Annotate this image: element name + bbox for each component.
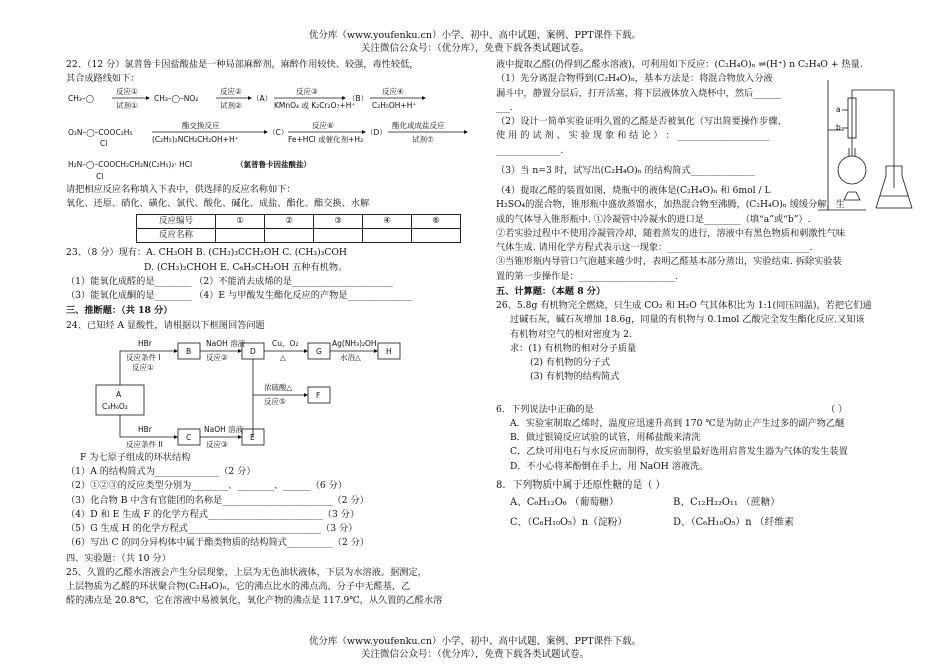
label-water-bath: 水浴△ bbox=[340, 352, 361, 362]
route1-a-bot: 试剂① bbox=[116, 100, 138, 110]
label-react-1: 反应① bbox=[132, 362, 154, 372]
route2-D: （D） bbox=[366, 127, 387, 137]
box-b-label: B bbox=[186, 346, 192, 356]
q26-line-c: 有机物对空气的相对密度为 2. bbox=[510, 328, 632, 340]
q8-option-d: D、（C₆H₁₀O₅）n （纤维素 bbox=[673, 516, 794, 528]
page-header bbox=[0, 30, 950, 56]
q24-sub-1: （1）A 的结构简式为______________（2 分） bbox=[66, 466, 256, 478]
q23-line-3: （1）能氧化成醛的是________ （2）不能消去成烯的是______________________ bbox=[66, 275, 393, 287]
route2-start: O₂N–◯–COOC₂H₅ bbox=[68, 127, 133, 137]
route2-a-top: 酯交换反应 bbox=[182, 120, 220, 130]
burner bbox=[844, 192, 860, 200]
q25-sub-3a: （3）当 n=3 时，试写出(C₂H₄O)ₙ 的结构简式______________ bbox=[496, 164, 755, 176]
q25-reaction-line: 液中提取乙醛(仍得到乙醛水溶液)，可利用如下反应：(C₂H₄O)ₙ ⇌(H⁺) n C₂H₄O + 热量. bbox=[496, 59, 863, 70]
q8-options-row-1 bbox=[510, 493, 910, 513]
section-5-title: 五、计算题：（本题 8 分） bbox=[496, 285, 606, 297]
q22-options: 氧化、还原、硝化、磺化、氯代、酸化、碱化、成盐、酯化、酯交换、水解 bbox=[66, 197, 370, 209]
right-column bbox=[496, 58, 910, 532]
q8-option-a: A、C₆H₁₂O₆ （葡萄糖） bbox=[510, 497, 619, 509]
box-h-label: H bbox=[386, 346, 392, 356]
table-cell: ③ bbox=[314, 215, 363, 229]
route1-arrowhead-1 bbox=[146, 96, 150, 100]
route2-b-bot: Fe+HCl 或催化剂+H₂ bbox=[288, 134, 364, 144]
box-d-label: D bbox=[250, 346, 256, 356]
box-c-label: C bbox=[186, 432, 192, 442]
footer-line-1: 优分库（www.youfenku.cn）小学、初中、高中试题、案例、PPT课件下载。 bbox=[308, 636, 642, 647]
table-head-name: 反应名称 bbox=[137, 229, 216, 243]
left-column bbox=[66, 58, 470, 609]
section-4-title: 四、实验题：（共 10 分） bbox=[66, 552, 171, 564]
header-line-2: 关注微信公众号：（优分库），免费下载各类试题试卷。 bbox=[360, 42, 589, 54]
label-react-5: 反应⑤ bbox=[264, 396, 286, 406]
label-cond-2: 反应条件 II bbox=[126, 439, 163, 449]
label-react-2: 反应② bbox=[206, 352, 228, 362]
q25-sub-2b: 使 用 的 试 剂 、 实 验 现 象 和 结 论 ） ： ____________________ bbox=[496, 130, 770, 142]
route2-a-bot: (C₂H₅)₂NCH₂CH₂OH+H⁺ bbox=[152, 134, 239, 144]
route2-b-top: 反应⑥ bbox=[312, 120, 334, 130]
q22-ask: 请把相应反应名称填入下表中，供选择的反应名称如下： bbox=[66, 183, 296, 195]
label-conc-h2so4: 浓硫酸△ bbox=[264, 382, 293, 392]
q24-flow-diagram bbox=[66, 333, 470, 451]
q6-option-d: D．不小心将苯酚倒在手上，用 NaOH 溶液洗。 bbox=[510, 460, 709, 472]
q26-line-e: (2) 有机物的分子式 bbox=[530, 357, 611, 368]
arrowhead-c-e bbox=[238, 435, 242, 439]
box-a-label: A bbox=[116, 389, 122, 399]
q25-line-1: 25、久置的乙醛水溶液会产生分层现象，上层为无色油状液体，下层为水溶液。据测定， bbox=[66, 566, 427, 578]
table-head-number: 反应编号 bbox=[137, 215, 216, 229]
q24-f-description: F 为七原子组成的环状结构 bbox=[80, 451, 191, 463]
q24-sub-5: （5）G 生成 H 的化学方程式_____________________________（3 分） bbox=[66, 523, 358, 535]
box-f-label: F bbox=[316, 390, 321, 400]
q26-line-a: 26、5.8g 有机物完全燃烧，只生成 CO₂ 和 H₂O 气其体积比为 1:1(同压同温)，若把它们通 bbox=[496, 300, 872, 311]
q25-sub-4e: 气体生成. 请用化学方程式表示这一现象：_______________________________. bbox=[496, 242, 813, 253]
table-answer-cell[interactable] bbox=[314, 229, 363, 243]
table-answer-cell[interactable] bbox=[412, 229, 461, 243]
q25-sub-4c: 成的气体导入锥形瓶中. ①冷凝管中冷凝水的进口是________（填“a”或“b”）. bbox=[496, 213, 811, 225]
label-naoh-2: NaOH 溶液 bbox=[204, 424, 244, 434]
q24-sub-6: （6）写出 C 的同分异构体中属于酯类物质的结构简式__________（2 分） bbox=[66, 537, 370, 549]
q24-sub-3: （3）化合物 B 中含有官能团的名称是________________________（2 分） bbox=[66, 494, 369, 506]
q22-intro-1: 22、（12 分）氯普鲁卡因盐酸盐是一种局部麻醉剂，麻醉作用较快、较强，毒性较低， bbox=[66, 59, 419, 70]
q26-line-f: (3) 有机物的结构简式 bbox=[530, 371, 620, 383]
q23-line-4: （3）能氧化成酮的是________ （4）E 与甲酸发生酯化反应的产物是______________ bbox=[66, 290, 412, 302]
table-cell: ② bbox=[265, 215, 314, 229]
q6-option-b: B．做过银镜反应试验的试管，用稀盐酸来清洗 bbox=[510, 432, 701, 443]
label-react-3: 反应③ bbox=[206, 439, 228, 449]
q8-option-b: B、C₁₂H₂₂O₁₁ （蔗糖） bbox=[673, 497, 781, 509]
route2-c-top: 酯化或成盐反应 bbox=[392, 120, 445, 130]
q24-sub-4: （4）D 和 E 生成 F 的化学方程式_________________________（3 分） bbox=[66, 508, 360, 520]
route1-b-bot: 试剂② bbox=[220, 100, 242, 110]
label-a: a bbox=[836, 105, 841, 115]
footer-line-2: 关注微信公众号：（优分库），免费下载各类试题试卷。 bbox=[360, 648, 589, 660]
q25-sub-1c: ___. bbox=[496, 101, 513, 113]
route1-c-bot: KMnO₄ 或 K₂Cr₂O₇+H⁺ bbox=[274, 100, 356, 110]
route1-start: CH₃–◯ bbox=[68, 93, 95, 103]
q8-option-c: C、（C₆H₁₀O₅）n（淀粉） bbox=[510, 516, 628, 528]
distillation-apparatus bbox=[814, 70, 914, 220]
route1-d-bot: C₂H₅OH+H⁺ bbox=[372, 100, 417, 110]
q22-synthesis-route bbox=[66, 87, 470, 183]
route1-arrowhead-4 bbox=[422, 96, 426, 100]
arrowhead-a-c bbox=[174, 435, 178, 439]
label-hbr-1: HBr bbox=[138, 338, 152, 348]
route1-b-top: 反应② bbox=[220, 86, 242, 96]
label-cond-1: 反应条件 I bbox=[126, 352, 161, 362]
table-answer-cell[interactable] bbox=[363, 229, 412, 243]
flask-bulb bbox=[838, 156, 866, 184]
table-row bbox=[137, 215, 461, 229]
label-b: b bbox=[836, 123, 841, 133]
q26-line-b: 过碱石灰，碱石灰增加 18.6g，同量的有机物与 0.1mol 乙酸完全发生酯化反应.又知该 bbox=[510, 314, 865, 326]
table-cell: ① bbox=[216, 215, 265, 229]
route1-c-top: 反应③ bbox=[296, 86, 318, 96]
arrowhead-de-f bbox=[304, 393, 308, 397]
table-answer-cell[interactable] bbox=[216, 229, 265, 243]
q25-sub-4f: ③当锥形瓶内导管口气泡越来越少时，表明乙醛基本部分蒸出，实验结束. 拆除实验装 bbox=[496, 256, 842, 268]
table-cell: ④ bbox=[363, 215, 412, 229]
route1-A: （A） bbox=[252, 93, 273, 103]
label-cu-o2: Cu、O₂ bbox=[272, 338, 299, 348]
arrowhead-b-d bbox=[238, 349, 242, 353]
box-g-label: G bbox=[316, 346, 322, 356]
route1-a-top: 反应① bbox=[116, 86, 138, 96]
header-line-1: 优分库（www.youfenku.cn）小学、初中、高中试题、案例、PPT课件下载。 bbox=[308, 30, 642, 41]
q25-sub-1a: （1）先分离混合物得到(C₂H₄O)ₙ，基本方法是：将混合物放入分液 bbox=[496, 73, 773, 85]
q24-sub-2: （2）①②③的反应类型分别为________、________、______（6 分） bbox=[66, 480, 348, 492]
q6-option-c: C．乙炔可用电石与水反应而制得，故实验里最好选用启普发生器为气体的发生装置 bbox=[510, 446, 848, 458]
q25-line-2: 上层物质为乙醛的环状聚合物(C₂H₄O)ₙ，它的沸点比水的沸点高，分子中无醛基，乙 bbox=[66, 581, 411, 593]
route1-arrowhead-3 bbox=[342, 96, 346, 100]
q26-line-d: 求：(1) 有机物的相对分子质量 bbox=[510, 342, 637, 354]
route1-mid: CH₃–◯–NO₂ bbox=[154, 93, 199, 103]
route3-struct: H₂N–◯–COOCH₂CH₂N(C₂H₅)₂· HCl bbox=[68, 159, 193, 169]
table-answer-cell[interactable] bbox=[265, 229, 314, 243]
label-naoh-1: NaOH 溶液 bbox=[206, 338, 246, 348]
q23-line-2: D. (CH₃)₂CHOH E. C₆H₅CH₂OH 五种有机物。 bbox=[144, 261, 348, 273]
box-e-label: E bbox=[250, 432, 255, 442]
label-hbr-2: HBr bbox=[138, 424, 152, 434]
section-3-title: 三、推断题：（共 18 分） bbox=[66, 305, 173, 317]
q6-text: 6．下列说法中正确的是 bbox=[496, 403, 594, 415]
q24-intro: 24、已知烃 A 显酸性，请根据以下框图回答问题 bbox=[66, 319, 265, 331]
arrowhead-d-g bbox=[304, 349, 308, 353]
q8-options-row-2 bbox=[510, 513, 910, 533]
route1-d-top: 反应④ bbox=[382, 86, 404, 96]
q6-stem bbox=[496, 403, 910, 417]
q22-intro-2: 其合成路线如下： bbox=[66, 73, 140, 85]
q6-option-a: A．实验室制取乙烯时，温度应迅速升高到 170 ℃是为防止产生过多的副产物乙醚 bbox=[510, 417, 845, 429]
arrowhead-a-b bbox=[174, 349, 178, 353]
q25-sub-4b: H₂SO₄的混合物，锥形瓶中盛放蒸馏水，加热混合物至沸腾，(C₂H₄O)ₙ 缓缓分解，生 bbox=[496, 199, 845, 211]
q25-sub-4a: （4）提取乙醛的装置如图，烧瓶中的液体是(C₂H₄O)ₙ 和 6mol / L bbox=[496, 185, 771, 196]
route2-c-bot: 试剂⑦ bbox=[412, 134, 434, 144]
q8-stem: 8．下列物质中属于还原性糖的是（ ） bbox=[496, 479, 666, 491]
q25-sub-2a: （2）设计一简单实验证明久置的乙醛是否被氧化（写出简要操作步骤、 bbox=[496, 116, 787, 127]
route2-cl: Cl bbox=[100, 138, 108, 148]
q25-line-3: 醛的沸点是 20.8℃，它在溶液中易被氧化，氧化产物的沸点是 117.9℃，从久置的乙醛水溶 bbox=[66, 595, 443, 607]
page-footer bbox=[0, 636, 950, 662]
route3-cl: Cl bbox=[96, 171, 104, 181]
q6-answer-paren[interactable]: （ ） bbox=[826, 403, 848, 415]
route1-B: （B） bbox=[348, 93, 369, 103]
label-heat-1: △ bbox=[280, 352, 286, 362]
q25-sub-4g: 置的第一步操作是：_____________________. bbox=[496, 270, 679, 282]
arrowhead-g-h bbox=[374, 349, 378, 353]
table-row bbox=[137, 229, 461, 243]
reaction-name-table bbox=[136, 214, 461, 243]
box-a-formula: C₃H₆O₂ bbox=[102, 401, 128, 411]
table-cell: ⑥ bbox=[412, 215, 461, 229]
route2-C: （C） bbox=[268, 127, 289, 137]
label-agnh3: Ag(NH₃)₂OH bbox=[332, 338, 377, 348]
q23-line-1: 23、（8 分）现有：A. CH₃OH B. (CH₃)₃CCH₂OH C. (CH₃)₃COH bbox=[66, 247, 347, 259]
route2-arrowhead-3 bbox=[464, 130, 468, 134]
q25-sub-2c: ______________. bbox=[496, 144, 564, 156]
route3-name: （氯普鲁卡因盐酸盐） bbox=[236, 159, 311, 169]
q25-sub-1b: 漏斗中，静置分层后，打开活塞，将下层液体放入烧杯中，然后______ bbox=[496, 87, 781, 99]
q25-sub-4d: ②若实验过程中不使用冷凝管冷却，随着蒸发的进行，溶液中有黑色物质和刺激性气味 bbox=[496, 227, 846, 239]
